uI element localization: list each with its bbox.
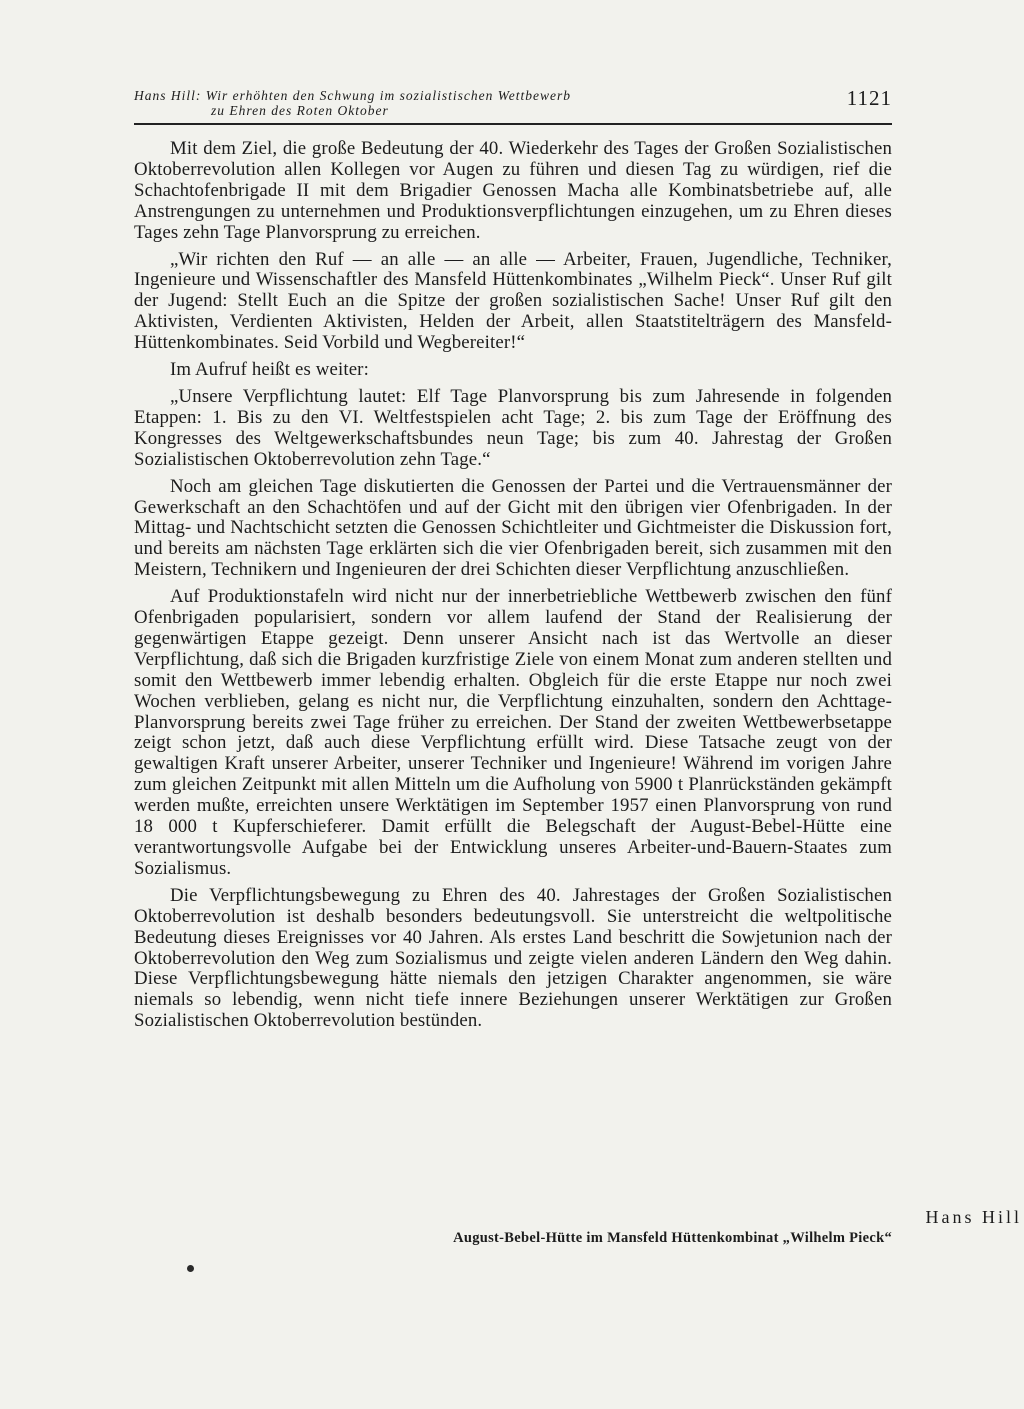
paragraph: Im Aufruf heißt es weiter: — [170, 359, 369, 381]
paragraph: „Wir richten den Ruf — an alle — an alle — Arbeiter, Frauen, Jugendliche, Techniker, Ingenieure und Wissenschaftler des Mansfeld Hüttenkombinates „Wilhelm Pieck“. Unser Ruf gilt der Jugend: Stellt Euch an die Spitze der großen sozialistischen Sache! Unser Ruf gilt den Aktivisten, Verdienten Aktivisten, Helden der Arbeit, allen Staatstitelträgern des Mansfeld-Hüttenkombinates. Seid Vorbild und Wegbereiter!“ — [134, 248, 892, 354]
paragraph: Die Verpflichtungsbewegung zu Ehren des 40. Jahrestages der Großen Sozialistischen Oktoberrevolution ist deshalb besonders bedeutungsvoll. Sie unterstreicht die weltpolitische Bedeutung dieses Ereignisses vor 40 Jahren. Als erstes Land beschritt die Sowjetunion nach der Oktoberrevolution den Weg zum Sozialismus und zeigte vielen anderen Ländern den Weg dahin. Diese Verpflichtungsbewegung hätte niemals den jetzigen Charakter angenommen, sie wäre niemals so lebendig, wenn nicht tiefe innere Beziehungen unserer Werktätigen zur Großen Sozialistischen Oktoberrevolution bestünden. — [134, 884, 892, 1032]
header-rule — [134, 123, 892, 125]
ink-dot — [187, 1265, 194, 1272]
running-head-line-2: zu Ehren des Roten Oktober — [211, 103, 389, 118]
page-header — [134, 86, 894, 122]
running-head — [134, 88, 774, 118]
paragraph: Noch am gleichen Tage diskutierten die Genossen der Partei und die Vertrauensmänner der Gewerkschaft an den Schachtöfen und auf der Gicht mit den übrigen vier Ofenbrigaden. In der Mittag- und Nachtschicht setzten die Genossen Schichtleiter und Gichtmeister die Diskussion fort, und bereits am nächsten Tage erklärten sich die vier Ofenbrigaden bereit, sich zusammen mit den Meistern, Technikern und Ingenieuren der drei Schichten dieser Verpflichtung anzuschließen. — [134, 475, 892, 581]
article-body — [134, 139, 892, 1038]
paragraph: Auf Produktionstafeln wird nicht nur der innerbetriebliche Wettbewerb zwischen den fünf Ofenbrigaden popularisiert, sondern vor allem laufend der Stand der Realisierung der gegenwärtigen Etappe gezeigt. Denn unserer Ansicht nach ist das Wertvolle an dieser Verpflichtung, daß sich die Brigaden kurzfristige Ziele von einem Monat zum anderen stellten und somit den Wettbewerb immer lebendig erhalten. Obgleich für die erste Etappe nur noch zwei Wochen verblieben, gelang es nicht nur, die Verpflichtung einzuhalten, sondern den Achttage-Planvorsprung bereits zwei Tage früher zu erreichen. Der Stand der zweiten Wettbewerbsetappe zeigt schon jetzt, daß auch diese Verpflichtung erfüllt wird. Diese Tatsache zeugt von der gewaltigen Kraft unserer Arbeiter, unserer Techniker und Ingenieure! Während im vorigen Jahre zum gleichen Zeitpunkt mit allen Mitteln um die Aufholung von 5900 t Planrückständen gekämpft werden mußte, erreichten unsere Werktätigen im September 1957 einen Planvorsprung von rund 18 000 t Kupferschieferer. Damit erfüllt die Belegschaft der August-Bebel-Hütte eine verantwortungsvolle Aufgabe bei der Entwicklung unseres Arbeiter-und-Bauern-Staates zum Sozialismus. — [134, 586, 892, 879]
paragraph: Mit dem Ziel, die große Bedeutung der 40. Wiederkehr des Tages der Großen Sozialistischen Oktoberrevolution allen Kollegen vor Augen zu führen und diesen Tag zu würdigen, rief die Schachtofenbrigade II mit dem Brigadier Genossen Macha alle Kombinatsbetriebe auf, alle Anstrengungen zu unternehmen und Produktionsverpflichtungen einzugehen, um zu Ehren dieses Tages zehn Tage Planvorsprung zu erreichen. — [134, 138, 892, 243]
page-number: 1121 — [846, 86, 892, 110]
author-name: Hans Hill — [925, 1207, 1022, 1227]
paragraph: „Unsere Verpflichtung lautet: Elf Tage Planvorsprung bis zum Jahresende in folgenden Etappen: 1. Bis zu den VI. Weltfestspielen acht Tage; 2. bis zum Tage der Eröffnung des Kongresses des Weltgewerkschaftsbundes neun Tage; bis zum 40. Jahrestag der Großen Sozialistischen Oktoberrevolution zehn Tage.“ — [134, 385, 892, 470]
author-affiliation: August-Bebel-Hütte im Mansfeld Hüttenkombinat „Wilhelm Pieck“ — [453, 1230, 892, 1246]
running-head-line-1: Hans Hill: Wir erhöhten den Schwung im sozialistischen Wettbewerb — [134, 88, 571, 103]
